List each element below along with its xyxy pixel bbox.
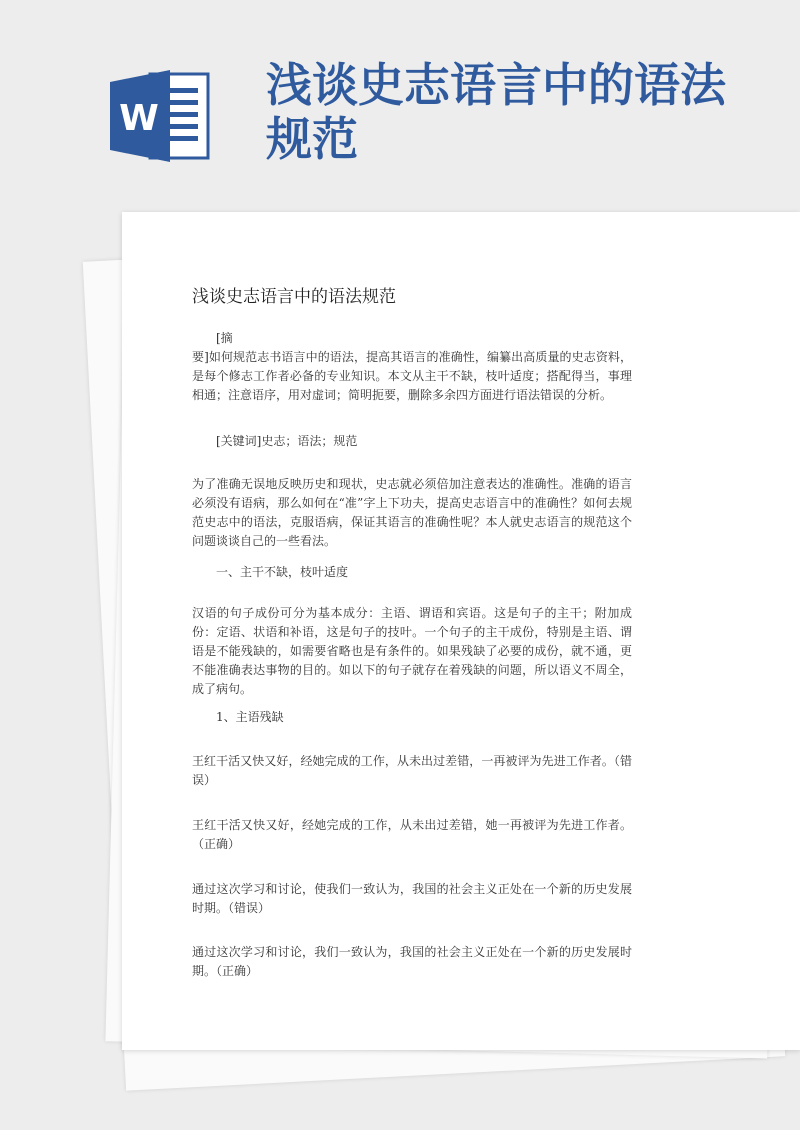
word-document-icon <box>110 68 212 164</box>
example-right: 通过这次学习和讨论，我们一致认为，我国的社会主义正处在一个新的历史发展时期。（正确） <box>192 945 632 978</box>
abstract-label: [摘 <box>216 331 233 345</box>
intro-paragraph: 为了准确无误地反映历史和现状，史志就必须倍加注意表达的准确性。准确的语言必须没有语病，那么如何在“准”字上下功夫，提高史志语言中的准确性？如何去规范史志中的语法，克服语病，保证其语言的准确性呢？本人就史志语言的规范这个问题谈谈自己的一些看法。 <box>192 477 632 548</box>
section-heading: 一、主干不缺，枝叶适度 <box>216 565 349 579</box>
example-wrong: 王红干活又快又好，经她完成的工作，从未出过差错，一再被评为先进工作者。（错误） <box>192 754 632 787</box>
header-title: 浅谈史志语言中的语法规范 <box>266 58 726 166</box>
abstract-paragraph: 要]如何规范志书语言中的语法，提高其语言的准确性，编纂出高质量的史志资料，是每个修志工作者必备的专业知识。本文从主干不缺，枝叶适度；搭配得当，事理相通；注意语序，用对虚词；简明扼要，删除多余四方面进行语法错误的分析。 <box>192 350 632 402</box>
section-paragraph: 汉语的句子成份可分为基本成分：主语、谓语和宾语。这是句子的主干；附加成份：定语、状语和补语，这是句子的技叶。一个句子的主干成份，特别是主语、谓语是不能残缺的，如需要省略也是有条件的。如果残缺了必要的成份，就不通，更不能准确表达事物的目的。如以下的句子就存在着残缺的问题，所以语义不周全，成了病句。 <box>192 606 632 696</box>
document-title: 浅谈史志语言中的语法规范 <box>192 287 396 307</box>
svg-text:W: W <box>119 98 159 139</box>
example-right: 王红干活又快又好，经她完成的工作，从未出过差错，她一再被评为先进工作者。（正确） <box>192 818 632 851</box>
keywords-line: [关键词]史志；语法；规范 <box>216 434 358 448</box>
subsection-heading: 1、主语残缺 <box>216 710 284 724</box>
example-wrong: 通过这次学习和讨论，使我们一致认为，我国的社会主义正处在一个新的历史发展时期。（错误） <box>192 882 632 915</box>
watermark <box>60 558 70 561</box>
